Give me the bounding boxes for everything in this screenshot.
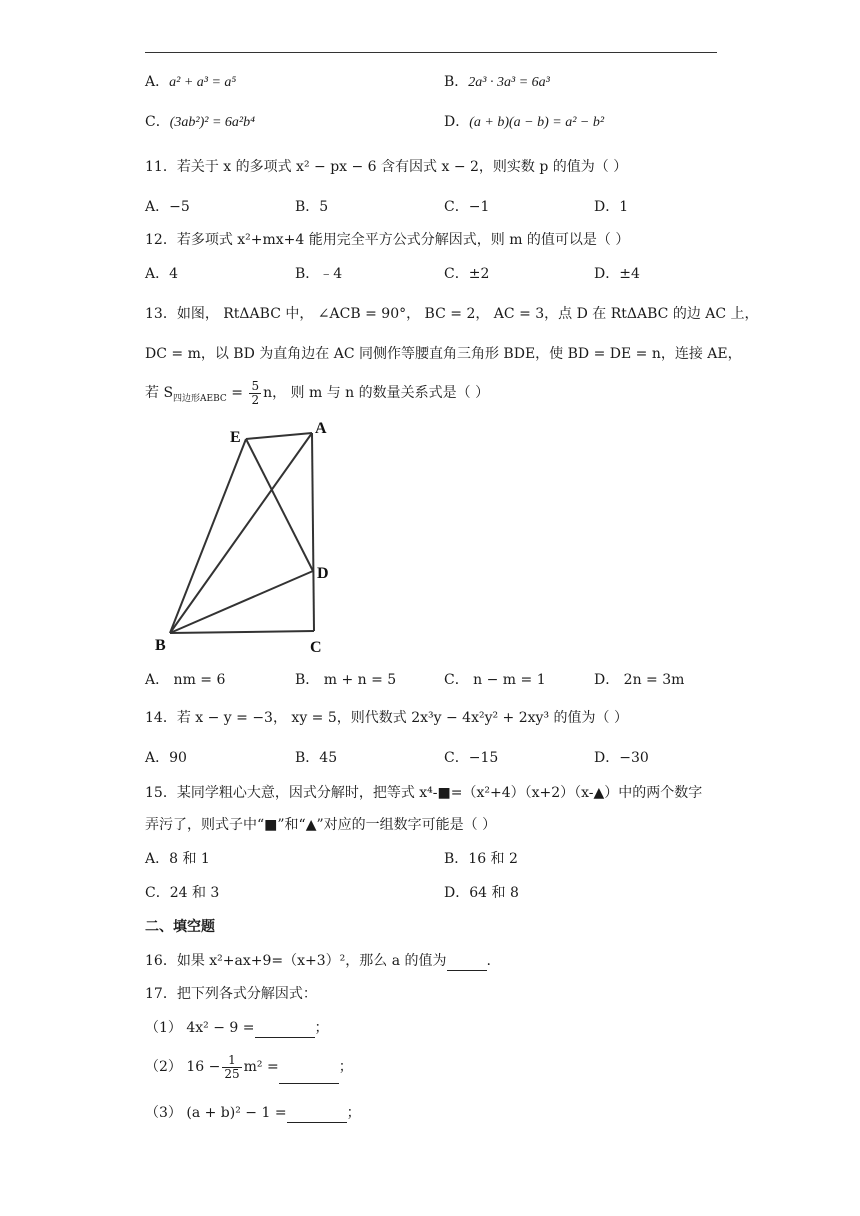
q14-option-d[interactable]: D．−30	[594, 750, 649, 766]
q11-option-a[interactable]: A．−5	[145, 199, 190, 215]
q17-part1: （1） 4x² − 9 = ；	[145, 1020, 329, 1036]
q17-part2-answer-blank[interactable]	[279, 1069, 339, 1084]
triangle-figure	[150, 415, 350, 660]
q12-option-d[interactable]: D．±4	[594, 266, 640, 282]
segment-ea	[246, 433, 312, 439]
q15-option-a[interactable]: A．8 和 1	[145, 851, 210, 867]
q10-option-c[interactable]: C．(3ab²)² = 6a²b⁴	[145, 114, 255, 130]
q15-option-d[interactable]: D．64 和 8	[444, 885, 519, 901]
q14-option-a[interactable]: A．90	[145, 750, 187, 766]
segment-ed	[246, 439, 313, 571]
q17-stem: 17．把下列各式分解因式：	[145, 986, 317, 1002]
segment-bc	[170, 631, 314, 633]
q14-option-c[interactable]: C．−15	[444, 750, 499, 766]
q13-option-c[interactable]: C． n − m = 1	[444, 672, 546, 688]
q17-part3-answer-blank[interactable]	[287, 1108, 347, 1123]
q15-line1: 15．某同学粗心大意，因式分解时，把等式 x⁴-■=（x²+4）（x+2）（x-▲）中的两个数字	[145, 785, 703, 801]
q12-option-c[interactable]: C．±2	[444, 266, 490, 282]
q17-part2: （2） 16 − $\frac{1}{25}$ m² = ；	[145, 1050, 353, 1084]
q12-option-b[interactable]: B．﹣4	[295, 266, 343, 282]
q10-option-b[interactable]: B．2a³ · 3a³ = 6a³	[444, 74, 550, 90]
q14-stem: 14．若 x − y = −3， xy = 5，则代数式 2x³y − 4x²y² + 2xy³ 的值为（ ）	[145, 710, 628, 726]
q15-line2: 弄污了，则式子中“■”和“▲”对应的一组数字可能是（ ）	[145, 817, 497, 833]
q13-line3: 若 $S_{四边形AEBC}$ = $\frac{5}{2}$ n， 则 m 与 n 的数量关系式是（ ）	[145, 378, 490, 407]
q11-option-b[interactable]: B．5	[295, 199, 329, 215]
q13-option-d[interactable]: D． 2n = 3m	[594, 672, 685, 688]
q13-line2: DC = m，以 BD 为直角边在 AC 同侧作等腰直角三角形 BDE，使 BD = DE = n，连接 AE，	[145, 346, 742, 362]
q13-option-b[interactable]: B． m + n = 5	[295, 672, 397, 688]
q11-stem: 11．若关于 x 的多项式 x² − px − 6 含有因式 x − 2，则实数 p 的值为（ ）	[145, 159, 628, 175]
label-d: D	[317, 565, 329, 582]
q16-answer-blank[interactable]	[447, 956, 487, 971]
q10-option-a[interactable]: A．a² + a³ = a⁵	[145, 74, 237, 90]
label-e: E	[230, 429, 241, 446]
q17-part2-fraction: $\frac{1}{25}$	[224, 1052, 240, 1081]
q15-option-c[interactable]: C．24 和 3	[145, 885, 220, 901]
q17-part3: （3） (a + b)² − 1 = ；	[145, 1105, 361, 1121]
q11-option-c[interactable]: C．−1	[444, 199, 490, 215]
segment-ac	[312, 433, 314, 631]
q13-fraction: $\frac{5}{2}$	[251, 378, 260, 407]
q13-line1: 13．如图， RtΔABC 中， ∠ACB = 90°， BC = 2， AC = 3，点 D 在 RtΔABC 的边 AC 上，	[145, 306, 759, 322]
q14-option-b[interactable]: B．45	[295, 750, 338, 766]
label-c: C	[310, 639, 322, 656]
q15-option-b[interactable]: B．16 和 2	[444, 851, 518, 867]
q16-stem: 16．如果 x²+ax+9=（x+3）²，那么 a 的值为 .	[145, 953, 491, 969]
q13-option-a[interactable]: A． nm = 6	[145, 672, 226, 688]
label-a: A	[315, 420, 327, 437]
section-heading-fill-in: 二、填空题	[145, 919, 215, 935]
q17-part1-answer-blank[interactable]	[255, 1023, 315, 1038]
q12-option-a[interactable]: A．4	[145, 266, 179, 282]
q10-option-d[interactable]: D．(a + b)(a − b) = a² − b²	[444, 114, 605, 130]
segment-be	[170, 439, 246, 633]
header-rule	[145, 52, 717, 53]
q11-option-d[interactable]: D．1	[594, 199, 629, 215]
label-b: B	[155, 637, 166, 654]
q12-stem: 12．若多项式 x²+mx+4 能用完全平方公式分解因式，则 m 的值可以是（ ）	[145, 232, 630, 248]
